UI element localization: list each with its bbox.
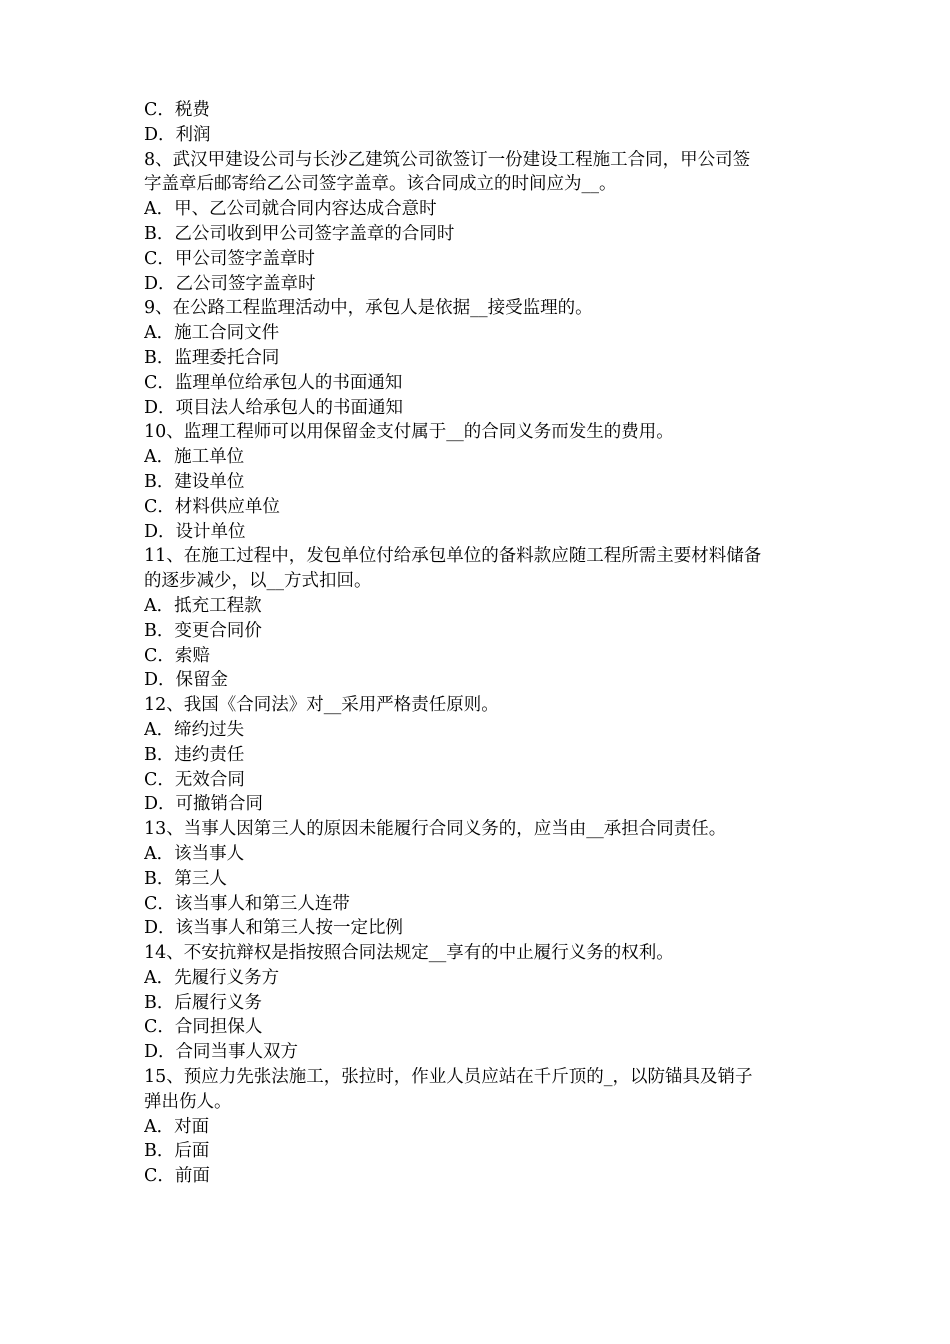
option-line: A．该当事人 [144,843,245,864]
question-line: 15、预应力先张法施工，张拉时，作业人员应站在千斤顶的_，以防锚具及销子 [144,1067,753,1088]
option-line: B．建设单位 [144,471,245,492]
option-line: C．监理单位给承包人的书面通知 [144,372,403,393]
option-line: D．可撤销合同 [144,794,264,815]
option-line: D．乙公司签字盖章时 [144,273,316,294]
option-line: A．施工单位 [144,447,245,468]
option-line: B．第三人 [144,868,227,889]
question-line: 的逐步减少，以__方式扣回。 [144,571,372,592]
option-line: A．缔约过失 [144,719,245,740]
question-line: 13、当事人因第三人的原因未能履行合同义务的，应当由__承担合同责任。 [144,819,727,840]
question-line: 11、在施工过程中，发包单位付给承包单位的备料款应随工程所需主要材料储备 [144,546,762,567]
option-line: D．设计单位 [144,521,246,542]
question-line: 10、监理工程师可以用保留金支付属于__的合同义务而发生的费用。 [144,422,674,443]
option-line: B．乙公司收到甲公司签字盖章的合同时 [144,223,455,244]
option-line: C．索赔 [144,645,210,666]
option-line: A．对面 [144,1116,210,1137]
question-line: 14、不安抗辩权是指按照合同法规定__享有的中止履行义务的权利。 [144,943,674,964]
option-line: C．合同担保人 [144,1017,263,1038]
question-line: 弹出伤人。 [144,1091,232,1112]
option-line: C．税费 [144,100,210,120]
option-line: D．保留金 [144,670,229,691]
question-line: 12、我国《合同法》对__采用严格责任原则。 [144,695,499,716]
option-line: A．甲、乙公司就合同内容达成合意时 [144,199,437,220]
option-line: A．抵充工程款 [144,595,262,616]
option-line: C．材料供应单位 [144,496,280,517]
option-line: C．前面 [144,1166,210,1187]
question-line: 字盖章后邮寄给乙公司签字盖章。该合同成立的时间应为__。 [144,174,617,195]
document-page [144,98,816,1189]
option-line: C．甲公司签字盖章时 [144,248,315,269]
option-line: C．该当事人和第三人连带 [144,893,350,914]
option-line: B．监理委托合同 [144,347,280,368]
option-line: C．无效合同 [144,769,245,790]
question-line: 9、在公路工程监理活动中，承包人是依据__接受监理的。 [144,298,593,319]
option-line: D．合同当事人双方 [144,1042,299,1063]
option-line: B．违约责任 [144,744,245,765]
option-line: B．变更合同价 [144,620,262,641]
question-line: 8、武汉甲建设公司与长沙乙建筑公司欲签订一份建设工程施工合同，甲公司签 [144,149,751,170]
option-line: D．项目法人给承包人的书面通知 [144,397,404,418]
option-line: B．后面 [144,1141,210,1162]
option-line: A．先履行义务方 [144,967,280,988]
option-line: B．后履行义务 [144,992,262,1013]
option-line: A．施工合同文件 [144,323,280,344]
option-line: D．利润 [144,124,211,145]
option-line: D．该当事人和第三人按一定比例 [144,918,404,939]
